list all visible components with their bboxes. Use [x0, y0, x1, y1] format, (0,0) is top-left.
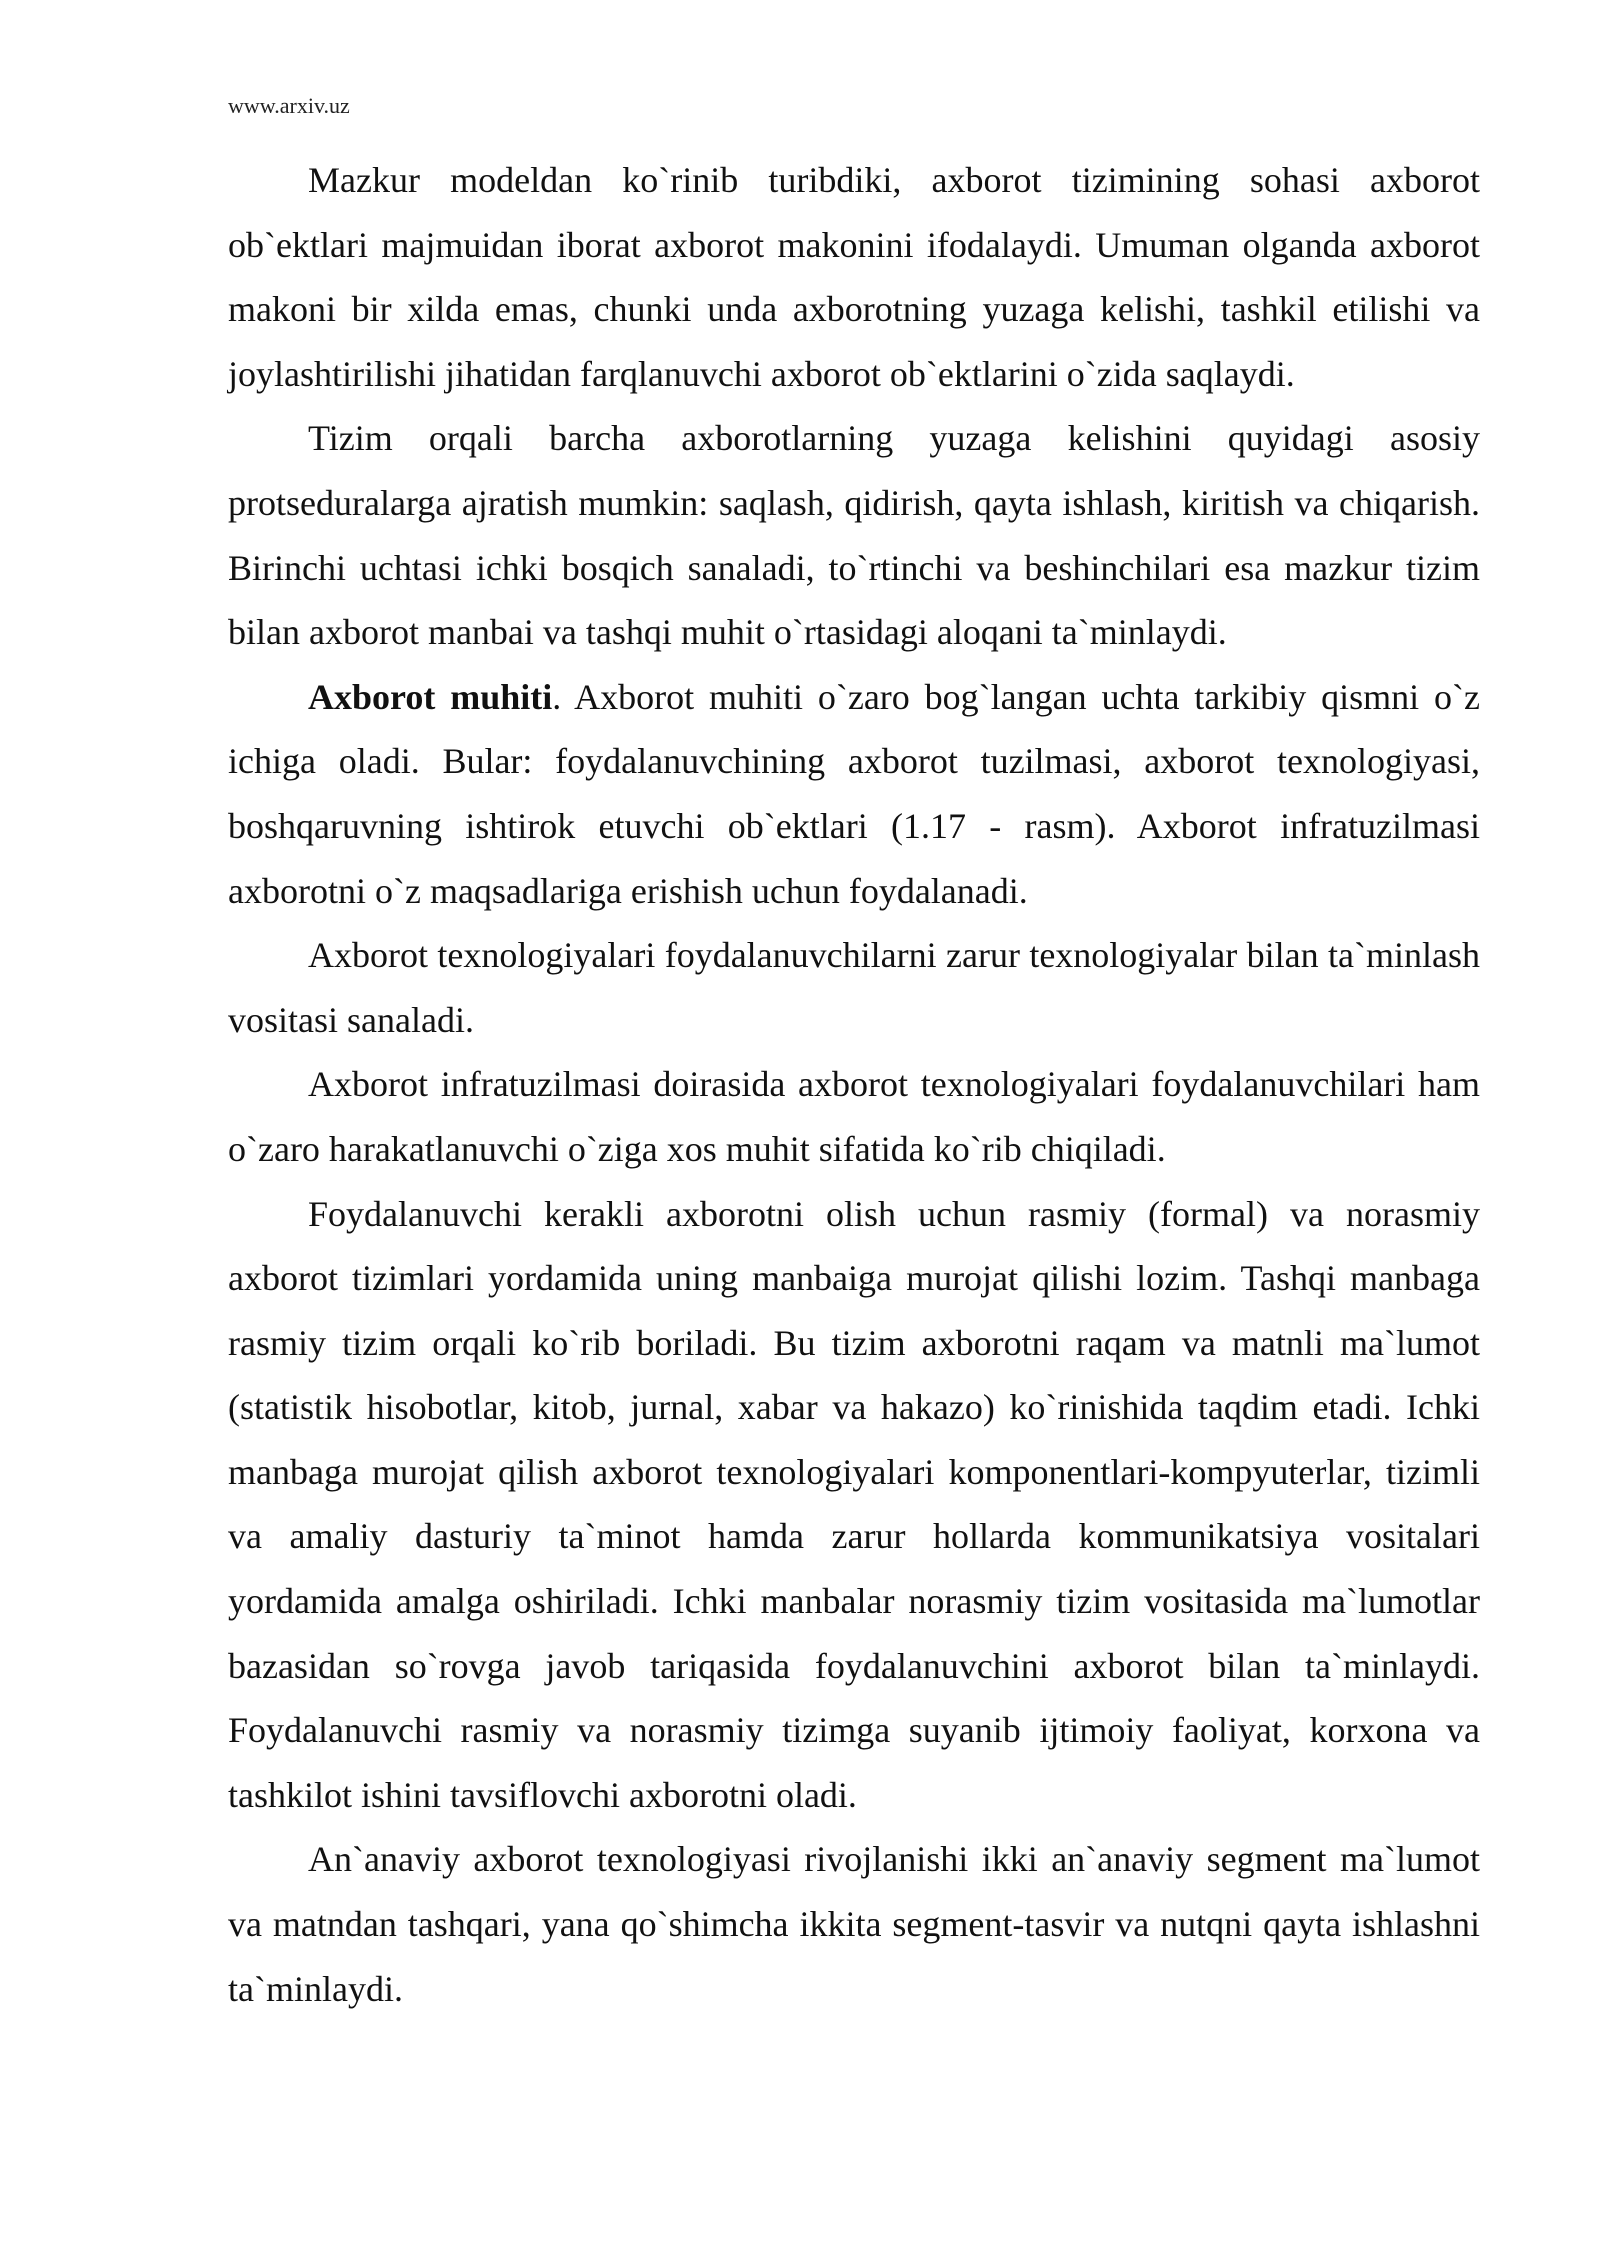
- paragraph-infrastructure: [228, 1052, 1480, 1181]
- paragraph-information-environment: [228, 665, 1480, 923]
- paragraph-formal-informal-systems: [228, 1182, 1480, 1828]
- paragraph-text: An`anaviy axborot texnologiyasi rivojlanishi ikki an`anaviy segment ma`lumot va matndan tashqari, yana qo`shimcha ikkita segment-tasvir va nutqni qayta ishlashni ta`minlaydi.: [228, 1839, 1480, 2009]
- paragraph-traditional-technology: [228, 1827, 1480, 2021]
- paragraph-heading: Axborot muhiti: [308, 676, 553, 717]
- paragraph-text: Axborot infratuzilmasi doirasida axborot texnologiyalari foydalanuvchilari ham o`zaro harakatlanuvchi o`ziga xos muhit sifatida ko`rib chiqiladi.: [228, 1064, 1480, 1169]
- paragraph-information-space: [228, 148, 1480, 406]
- paragraph-text: . Axborot muhiti o`zaro bog`langan uchta tarkibiy qismni o`z ichiga oladi. Bular: foydalanuvchining axborot tuzilmasi, axborot texnologiyasi, boshqaruvning ishtirok etuvchi ob`ektlari (1.17 - rasm). Axborot infratuzilmasi axborotni o`z maqsadlariga erishish uchun foydalanadi.: [228, 676, 1480, 911]
- paragraph-text: Foydalanuvchi kerakli axborotni olish uchun rasmiy (formal) va norasmiy axborot tizimlari yordamida uning manbaiga murojat qilishi lozim. Tashqi manbaga rasmiy tizim orqali ko`rib boriladi. Bu tizim axborotni raqam va matnli ma`lumot (statistik hisobotlar, kitob, jurnal, xabar va hakazo) ko`rinishida taqdim etadi. Ichki manbaga murojat qilish axborot texnologiyalari komponentlari-kompyuterlar, tizimli va amaliy dasturiy ta`minot hamda zarur hollarda kommunikatsiya vositalari yordamida amalga oshiriladi. Ichki manbalar norasmiy tizim vositasida ma`lumotlar bazasidan so`rovga javob tariqasida foydalanuvchini axborot bilan ta`minlaydi. Foydalanuvchi rasmiy va norasmiy tizimga suyanib ijtimoiy faoliyat, korxona va tashkilot ishini tavsiflovchi axborotni oladi.: [228, 1193, 1480, 1815]
- paragraph-procedures: [228, 406, 1480, 664]
- paragraph-text: Axborot texnologiyalari foydalanuvchilarni zarur texnologiyalar bilan ta`minlash vositasi sanaladi.: [228, 935, 1480, 1040]
- document-body: [228, 148, 1480, 2021]
- paragraph-text: Tizim orqali barcha axborotlarning yuzaga kelishini quyidagi asosiy protseduralarga ajratish mumkin: saqlash, qidirish, qayta ishlash, kiritish va chiqarish. Birinchi uchtasi ichki bosqich sanaladi, to`rtinchi va beshinchilari esa mazkur tizim bilan axborot manbai va tashqi muhit o`rtasidagi aloqani ta`minlaydi.: [228, 418, 1480, 653]
- paragraph-text: Mazkur modeldan ko`rinib turibdiki, axborot tizimining sohasi axborot ob`ektlari majmuidan iborat axborot makonini ifodalaydi. Umuman olganda axborot makoni bir xilda emas, chunki unda axborotning yuzaga kelishi, tashkil etilishi va joylashtirilishi jihatidan farqlanuvchi axborot ob`ektlarini o`zida saqlaydi.: [228, 160, 1480, 394]
- site-header: www.arxiv.uz: [228, 93, 350, 118]
- paragraph-information-technologies: [228, 923, 1480, 1052]
